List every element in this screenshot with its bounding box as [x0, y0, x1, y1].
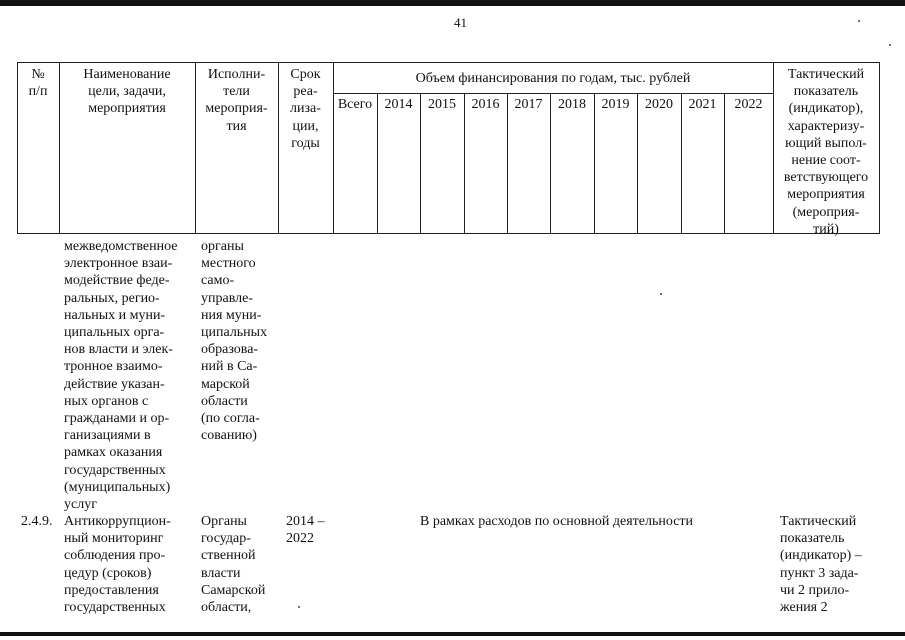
scan-speck: [889, 44, 891, 46]
header-num: № п/п: [28, 67, 48, 100]
header-year: 2018: [558, 97, 586, 112]
header-year: 2016: [471, 97, 500, 112]
header-executor: Исполни- тели мероприя- тия: [205, 67, 268, 134]
cell-indicator: Тактический показатель (индикатор) – пункт 3 зада- чи 2 прило- жения 2: [780, 514, 862, 616]
header-year: 2015: [428, 97, 456, 112]
cell-funding: В рамках расходов по основной деятельности: [420, 514, 694, 529]
bottom-rule: [0, 632, 905, 636]
header-term: Срок реа- лиза- ции, годы: [290, 67, 321, 151]
cell-name: Антикоррупцион- ный мониторинг соблюдения про- цедур (сроков) предоставления государственных: [64, 514, 171, 616]
header-year: 2019: [601, 97, 630, 112]
cell-executor: органы местного само- управле- ния муни- ципальных образова- ний в Са- марской области (по согла- сованию): [201, 239, 268, 444]
header-year: 2020: [645, 97, 673, 112]
header-indicator: Тактический показатель (индикатор), характеризу- ющий выпол- нение соот- ветствующего мероприятия (мероприя- тий): [783, 67, 869, 237]
cell-term: 2014 – 2022: [286, 514, 325, 547]
cell-executor: Органы государ- ственной власти Самарской области,: [201, 514, 266, 616]
header-name: Наименование цели, задачи, мероприятия: [83, 67, 171, 117]
top-rule: [0, 0, 905, 6]
cell-name: межведомственное электронное взаи- модействие феде- ральных, регио- нальных и муни- ципальных орга- нов власти и элек- тронное взаимо- действие указан- ных органов с гражданами и ор- ганизациями в рамках оказания государственных (муниципальных) услуг: [64, 239, 178, 513]
header-year: 2022: [734, 97, 763, 112]
header-year: 2014: [384, 97, 413, 112]
scan-speck: [858, 20, 860, 22]
header-total: Всего: [337, 97, 373, 112]
page-number: 41: [454, 15, 467, 30]
header-funding-title: Объем финансирования по годам, тыс. рублей: [415, 71, 691, 86]
scan-speck: [298, 606, 300, 608]
scan-speck: [660, 293, 662, 295]
header-year: 2021: [688, 97, 717, 112]
cell-num: 2.4.9.: [21, 514, 53, 529]
header-year: 2017: [514, 97, 543, 112]
